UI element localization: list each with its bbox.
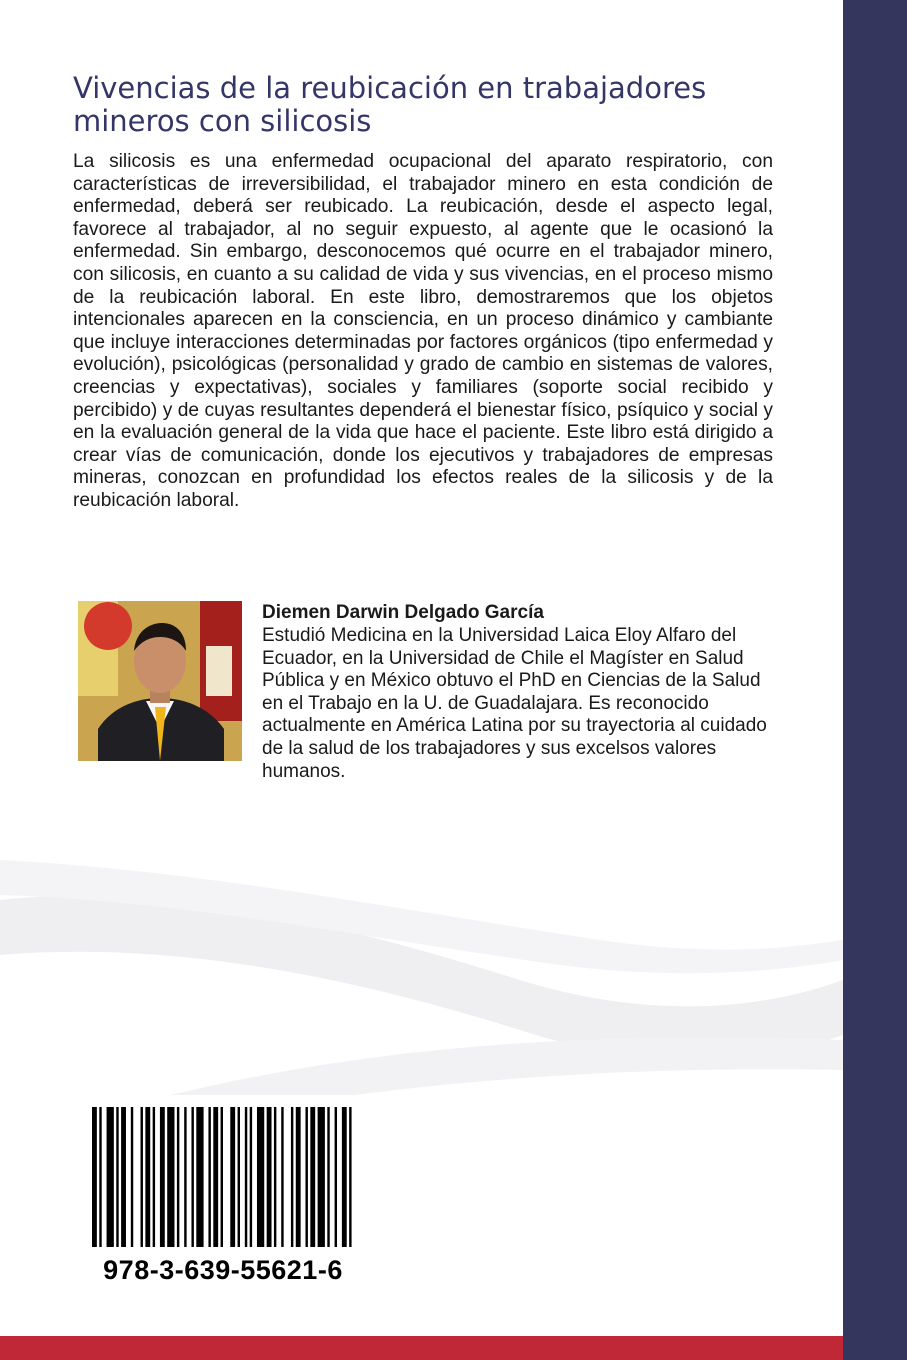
decorative-wave-background <box>0 860 843 1120</box>
author-biography: Estudió Medicina en la Universidad Laica Eloy Alfaro del Ecuador, en la Universidad de Chile el Magíster en Salud Pública y en México obtuvo el PhD en Ciencias de la Salud en el Trabajo en la U. de Guadalajara. Es reconocido actualmente en América Latina por su trayectoria al cuidado de la salud de los trabajadores y sus excelsos valores humanos. <box>262 625 767 782</box>
barcode-block <box>78 1095 368 1310</box>
author-name: Diemen Darwin Delgado García <box>262 602 544 623</box>
bottom-accent-bar <box>0 1336 843 1360</box>
isbn-number: 978-3-639-55621-6 <box>103 1255 343 1285</box>
book-title: Vivencias de la reubicación en trabajadores mineros con silicosis <box>73 71 707 138</box>
author-photo <box>78 601 242 761</box>
barcode-icon <box>92 1107 354 1247</box>
book-description: La silicosis es una enfermedad ocupacional del aparato respiratorio, con características de irreversibilidad, el trabajador minero en esta condición de enfermedad, deberá ser reubicado. La reubicación, desde el aspecto legal, favorece al trabajador, al no seguir expuesto, al agente que le ocasionó la enfermedad. Sin embargo, desconocemos qué ocurre en el trabajador minero, con silicosis, en cuanto a su calidad de vida y sus vivencias, en el proceso mismo de la reubicación laboral. En este libro, demostraremos que los objetos intencionales aparecen en la consciencia, en un proceso dinámico y cambiante que incluye interacciones determinadas por factores orgánicos (tipo enfermedad y evolución), psicológicas (personalidad y grado de cambio en sistemas de valores, creencias y expectativas), sociales y familiares (soporte social recibido y percibido) y de cuyas resultantes dependerá el bienestar físico, psíquico y social y en la evaluación general de la vida que hace el paciente. Este libro está dirigido a crear vías de comunicación, donde los ejecutivos y trabajadores de empresas mineras, conozcan en profundidad los efectos reales de la silicosis y de la reubicación laboral. <box>73 151 773 511</box>
cover-spine-strip <box>843 0 907 1360</box>
author-portrait-icon <box>78 601 242 761</box>
